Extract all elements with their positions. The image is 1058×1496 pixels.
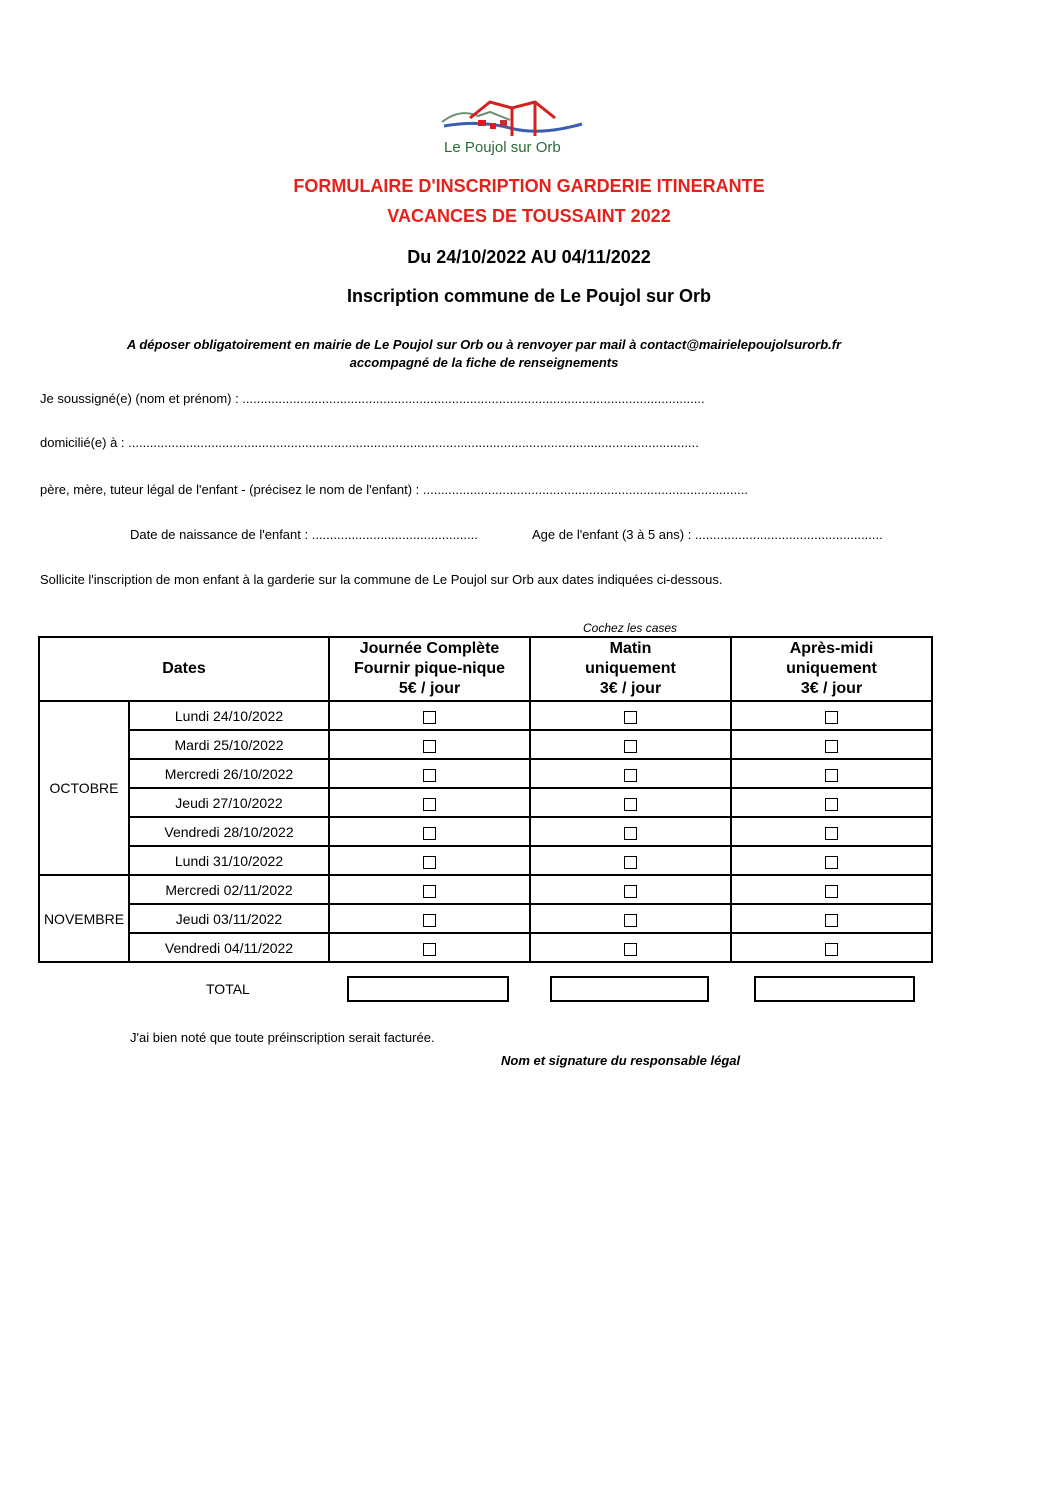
checkbox-afternoon[interactable] — [825, 943, 838, 956]
checkbox-cell-afternoon — [731, 788, 932, 817]
checkbox-cell-afternoon — [731, 759, 932, 788]
checkbox-morning[interactable] — [624, 827, 637, 840]
checkbox-cell-morning — [530, 730, 731, 759]
checkbox-cell-morning — [530, 788, 731, 817]
table-row — [39, 817, 932, 846]
checkbox-cell-morning — [530, 933, 731, 962]
checkbox-cell-full-day — [329, 904, 530, 933]
checkbox-morning[interactable] — [624, 943, 637, 956]
checkbox-cell-full-day — [329, 701, 530, 730]
table-row — [39, 846, 932, 875]
table-row — [39, 701, 932, 730]
day-cell: Vendredi 04/11/2022 — [129, 933, 329, 962]
instructions-line2: accompagné de la fiche de renseignements — [349, 355, 619, 370]
checkbox-cell-full-day — [329, 788, 530, 817]
checkbox-cell-morning — [530, 846, 731, 875]
request-text: Sollicite l'inscription de mon enfant à la garderie sur la commune de Le Poujol sur Orb aux dates indiquées ci-dessous. — [40, 572, 723, 587]
checkbox-afternoon[interactable] — [825, 914, 838, 927]
day-cell: Mardi 25/10/2022 — [129, 730, 329, 759]
checkbox-full-day[interactable] — [423, 856, 436, 869]
checkbox-afternoon[interactable] — [825, 827, 838, 840]
checkbox-morning[interactable] — [624, 914, 637, 927]
date-range: Du 24/10/2022 AU 04/11/2022 — [407, 247, 651, 267]
instructions-line1: A déposer obligatoirement en mairie de Le Poujol sur Orb ou à renvoyer par mail à contact@mairielepoujolsurorb.fr — [126, 337, 842, 352]
age-field[interactable]: Age de l'enfant (3 à 5 ans) : .................................................... — [532, 527, 883, 542]
form-subtitle: VACANCES DE TOUSSAINT 2022 — [387, 206, 671, 226]
checkbox-full-day[interactable] — [423, 769, 436, 782]
day-cell: Lundi 31/10/2022 — [129, 846, 329, 875]
billing-note: J'ai bien noté que toute préinscription serait facturée. — [130, 1030, 435, 1045]
checkbox-cell-morning — [530, 759, 731, 788]
table-row — [39, 875, 932, 904]
checkbox-afternoon[interactable] — [825, 711, 838, 724]
header-afternoon: Après-midi uniquement 3€ / jour — [731, 637, 932, 701]
table-row — [39, 730, 932, 759]
table-row — [39, 904, 932, 933]
checkbox-afternoon[interactable] — [825, 769, 838, 782]
checkbox-morning[interactable] — [624, 740, 637, 753]
checkbox-full-day[interactable] — [423, 827, 436, 840]
checkbox-cell-afternoon — [731, 701, 932, 730]
bridge-logo-icon — [440, 96, 585, 142]
checkbox-cell-full-day — [329, 933, 530, 962]
table-row — [39, 788, 932, 817]
table-row — [39, 933, 932, 962]
checkbox-cell-morning — [530, 904, 731, 933]
form-title: FORMULAIRE D'INSCRIPTION GARDERIE ITINERANTE — [293, 176, 765, 196]
day-cell: Jeudi 27/10/2022 — [129, 788, 329, 817]
checkbox-morning[interactable] — [624, 769, 637, 782]
checkbox-cell-afternoon — [731, 875, 932, 904]
checkbox-full-day[interactable] — [423, 798, 436, 811]
municipality-logo — [440, 96, 585, 162]
checkbox-cell-full-day — [329, 817, 530, 846]
table-header-row — [39, 637, 932, 701]
header-morning: Matin uniquement 3€ / jour — [530, 637, 731, 701]
checkbox-cell-full-day — [329, 759, 530, 788]
day-cell: Mercredi 02/11/2022 — [129, 875, 329, 904]
month-cell: NOVEMBRE — [39, 875, 129, 962]
day-cell: Jeudi 03/11/2022 — [129, 904, 329, 933]
checkbox-morning[interactable] — [624, 856, 637, 869]
checkbox-cell-morning — [530, 875, 731, 904]
total-morning-box[interactable] — [550, 976, 709, 1002]
checkbox-afternoon[interactable] — [825, 885, 838, 898]
header-full-day: Journée Complète Fournir pique-nique 5€ / jour — [329, 637, 530, 701]
checkbox-full-day[interactable] — [423, 885, 436, 898]
checkbox-full-day[interactable] — [423, 740, 436, 753]
checkbox-afternoon[interactable] — [825, 856, 838, 869]
check-note: Cochez les cases — [583, 621, 678, 635]
schedule-table — [38, 636, 933, 963]
checkbox-morning[interactable] — [624, 885, 637, 898]
total-afternoon-box[interactable] — [754, 976, 915, 1002]
checkbox-cell-morning — [530, 817, 731, 846]
checkbox-full-day[interactable] — [423, 943, 436, 956]
checkbox-cell-afternoon — [731, 846, 932, 875]
checkbox-cell-full-day — [329, 730, 530, 759]
checkbox-cell-full-day — [329, 846, 530, 875]
checkbox-cell-afternoon — [731, 933, 932, 962]
checkbox-cell-afternoon — [731, 904, 932, 933]
checkbox-afternoon[interactable] — [825, 798, 838, 811]
checkbox-full-day[interactable] — [423, 711, 436, 724]
day-cell: Mercredi 26/10/2022 — [129, 759, 329, 788]
checkbox-cell-afternoon — [731, 817, 932, 846]
birthdate-field[interactable]: Date de naissance de l'enfant : .............................................. — [130, 527, 478, 542]
month-cell: OCTOBRE — [39, 701, 129, 875]
header-dates: Dates — [39, 637, 329, 701]
checkbox-cell-morning — [530, 701, 731, 730]
day-cell: Vendredi 28/10/2022 — [129, 817, 329, 846]
address-field[interactable]: domicilié(e) à : .............................................................................................................................................................. — [40, 435, 699, 450]
checkbox-cell-full-day — [329, 875, 530, 904]
checkbox-morning[interactable] — [624, 711, 637, 724]
parent-field[interactable]: père, mère, tuteur légal de l'enfant - (précisez le nom de l'enfant) : .......................................................................................... — [40, 482, 748, 497]
day-cell: Lundi 24/10/2022 — [129, 701, 329, 730]
signature-label: Nom et signature du responsable légal — [501, 1053, 741, 1068]
checkbox-afternoon[interactable] — [825, 740, 838, 753]
name-field[interactable]: Je soussigné(e) (nom et prénom) : ................................................................................................................................ — [40, 391, 705, 406]
commune-heading: Inscription commune de Le Poujol sur Orb — [346, 286, 712, 306]
table-row — [39, 759, 932, 788]
total-full-day-box[interactable] — [347, 976, 509, 1002]
checkbox-cell-afternoon — [731, 730, 932, 759]
total-label: TOTAL — [206, 981, 250, 997]
logo-text: Le Poujol sur Orb — [444, 139, 561, 156]
checkbox-full-day[interactable] — [423, 914, 436, 927]
checkbox-morning[interactable] — [624, 798, 637, 811]
